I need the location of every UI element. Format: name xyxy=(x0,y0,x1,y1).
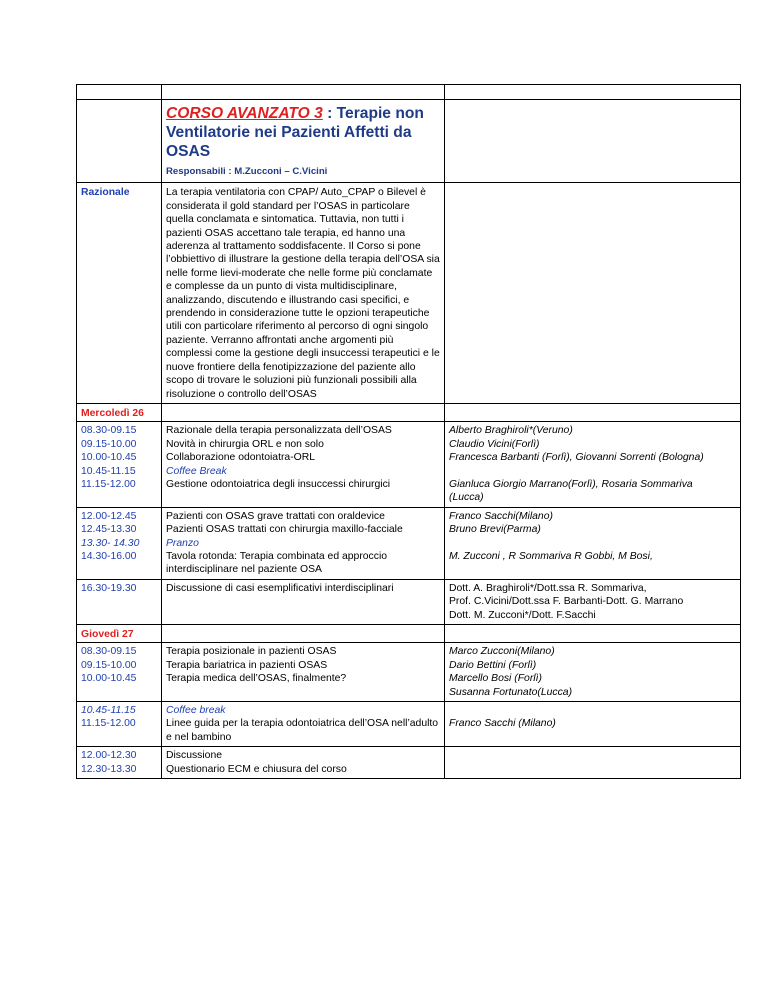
session-time: 08.30-09.15 xyxy=(81,646,137,658)
speaker: Francesca Barbanti (Forlì), Giovanni Sorrenti (Bologna) xyxy=(449,452,704,464)
speaker: Franco Sacchi (Milano) xyxy=(449,718,556,730)
course-responsabili: Responsabili : M.Zucconi – C.Vicini xyxy=(166,166,328,177)
session-topic: Terapia medica dell’OSAS, finalmente? xyxy=(166,673,347,685)
day-label: Giovedì 27 xyxy=(77,625,162,643)
speaker-spacer xyxy=(449,465,736,478)
session-topic: Pazienti OSAS trattati con chirurgia maxillo-facciale xyxy=(166,524,403,536)
session-topic: Tavola rotonda: Terapia combinata ed approccio interdisciplinare nel paziente OSA xyxy=(166,550,388,576)
speaker: Gianluca Giorgio Marrano(Forlì), Rosaria Sommariva xyxy=(449,478,693,490)
speaker: Dott. A. Braghiroli*/Dott.ssa R. Sommariva, xyxy=(449,582,647,594)
speaker: Prof. C.Vicini/Dott.ssa F. Barbanti-Dott. G. Marrano xyxy=(449,596,684,608)
session-speakers xyxy=(445,643,741,702)
session-topics xyxy=(162,747,445,779)
session-topics xyxy=(162,643,445,702)
speaker: Claudio Vicini(Forlì) xyxy=(449,438,540,450)
session-topics xyxy=(162,702,445,747)
session-group xyxy=(77,702,741,747)
session-time: 10.00-10.45 xyxy=(81,452,137,464)
session-topic: Collaborazione odontoiatra-ORL xyxy=(166,452,316,464)
session-times xyxy=(77,579,162,624)
session-topic: Questionario ECM e chiusura del corso xyxy=(166,763,347,775)
course-title xyxy=(166,104,440,161)
session-time: 09.15-10.00 xyxy=(81,438,137,450)
session-times xyxy=(77,422,162,507)
speaker: Alberto Braghiroli*(Veruno) xyxy=(449,425,573,437)
session-topic: Pazienti con OSAS grave trattati con oraldevice xyxy=(166,510,385,522)
session-topic: Discussione di casi esemplificativi interdisciplinari xyxy=(166,582,394,594)
session-topic: Novità in chirurgia ORL e non solo xyxy=(166,438,324,450)
speaker: Dario Bettini (Forlì) xyxy=(449,659,537,671)
session-time: 10.45-11.15 xyxy=(81,705,136,717)
empty-header-row xyxy=(77,85,741,100)
day-header-row xyxy=(77,625,741,643)
speaker: Bruno Brevi(Parma) xyxy=(449,524,541,536)
break-label: Coffee Break xyxy=(166,465,227,477)
title-row xyxy=(77,100,741,183)
course-title-code: CORSO AVANZATO 3 xyxy=(166,105,323,122)
session-time: 11.15-12.00 xyxy=(81,478,136,490)
session-topics xyxy=(162,422,445,507)
session-speakers xyxy=(445,579,741,624)
session-time: 10.00-10.45 xyxy=(81,673,137,685)
speaker: Dott. M. Zucconi*/Dott. F.Sacchi xyxy=(449,609,596,621)
session-time: 14.30-16.00 xyxy=(81,550,137,562)
speaker-spacer xyxy=(449,704,736,717)
session-time: 08.30-09.15 xyxy=(81,425,137,437)
session-group xyxy=(77,643,741,702)
course-title-cell xyxy=(162,100,445,183)
session-time: 11.15-12.00 xyxy=(81,718,136,730)
session-group xyxy=(77,507,741,579)
session-time: 13.30- 14.30 xyxy=(81,537,140,549)
speaker: Franco Sacchi(Milano) xyxy=(449,510,553,522)
session-times xyxy=(77,643,162,702)
session-time: 09.15-10.00 xyxy=(81,659,137,671)
session-times xyxy=(77,507,162,579)
speaker: M. Zucconi , R Sommariva R Gobbi, M Bosi, xyxy=(449,550,653,562)
day-header-row xyxy=(77,403,741,421)
razionale-text: La terapia ventilatoria con CPAP/ Auto_CPAP o Bilevel è considerata il gold standard per l’OSAS in particolare quella conclamata e sintomatica. Tuttavia, non tutti i pazienti OSAS accettano tale terapia, ed hanno una aderenza al trattamento soddisfacente. Il Corso si pone l’obbiettivo di illustrare la gestione della terapia dell’OSA sia nelle forme lievi-moderate che nelle forme più conclamate e complesse da un punto di vista multidisciplinare, analizzando, discutendo e illustrando casi specifici, e prendendo in considerazione tutte le opzioni terapeutiche utili con particolare riferimento al percorso di ogni singolo paziente. Verranno affrontati anche argomenti più complessi come la gestione degli insuccessi terapeutici e le nuove frontiere della fenotipizzazione del paziente allo scopo di trovare le soluzioni più funzionali possibili alla risoluzione o controllo dell’OSAS xyxy=(162,183,445,404)
session-topic: Gestione odontoiatrica degli insuccessi chirurgici xyxy=(166,478,391,490)
razionale-row xyxy=(77,183,741,404)
program-table xyxy=(76,84,741,779)
session-time: 10.45-11.15 xyxy=(81,465,136,477)
session-group xyxy=(77,579,741,624)
session-topics xyxy=(162,507,445,579)
speaker-spacer xyxy=(449,537,736,550)
session-time: 16.30-19.30 xyxy=(81,582,137,594)
session-topic: Linee guida per la terapia odontoiatrica dell’OSA nell’adulto e nel bambino xyxy=(166,718,439,743)
session-group xyxy=(77,422,741,507)
break-label: Coffee break xyxy=(166,705,226,717)
session-group xyxy=(77,747,741,779)
break-label: Pranzo xyxy=(166,537,199,549)
session-time: 12.45-13.30 xyxy=(81,524,137,536)
course-title-text: : Terapie non Ventilatorie nei Pazienti Affetti da OSAS xyxy=(166,105,424,160)
razionale-label: Razionale xyxy=(77,183,162,404)
speaker: Susanna Fortunato(Lucca) xyxy=(449,686,573,698)
session-times xyxy=(77,702,162,747)
speaker: (Lucca) xyxy=(449,492,484,504)
speaker: Marco Zucconi(Milano) xyxy=(449,646,555,658)
session-speakers xyxy=(445,702,741,747)
session-time: 12.30-13.30 xyxy=(81,763,137,775)
session-speakers xyxy=(445,507,741,579)
session-topic: Razionale della terapia personalizzata dell’OSAS xyxy=(166,425,392,437)
session-topics xyxy=(162,579,445,624)
session-topic: Terapia bariatrica in pazienti OSAS xyxy=(166,659,328,671)
day-label: Mercoledì 26 xyxy=(77,403,162,421)
session-times xyxy=(77,747,162,779)
session-time: 12.00-12.45 xyxy=(81,510,137,522)
session-time: 12.00-12.30 xyxy=(81,750,137,762)
speaker: Marcello Bosi (Forlì) xyxy=(449,673,542,685)
session-topic: Terapia posizionale in pazienti OSAS xyxy=(166,646,337,658)
session-topic: Discussione xyxy=(166,750,223,762)
session-speakers xyxy=(445,422,741,507)
